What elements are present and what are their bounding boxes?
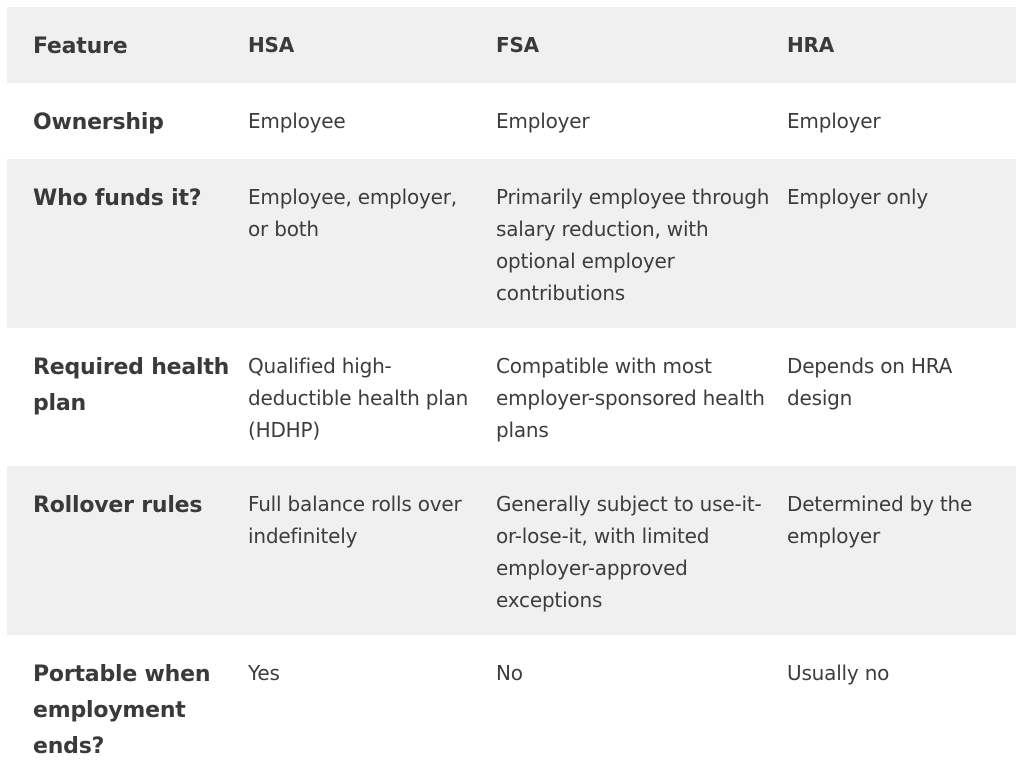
cell-hsa: Qualified high-deductible health plan (HDHP): [248, 354, 469, 442]
row-label: Required health plan: [33, 355, 230, 416]
row-label: Ownership: [33, 110, 164, 135]
table-row-funding: [7, 159, 1016, 328]
cell-hra: Employer only: [787, 185, 929, 209]
cell-hra: Employer: [787, 109, 881, 133]
table-header-row: [7, 7, 1016, 83]
cell-fsa: Generally subject to use-it-or-lose-it, with limited employer-approved exceptions: [496, 492, 762, 612]
cell-fsa: Compatible with most employer-sponsored health plans: [496, 354, 765, 442]
cell-hsa: Full balance rolls over indefinitely: [248, 492, 462, 548]
row-label: Who funds it?: [33, 186, 202, 211]
header-hra: HRA: [787, 33, 835, 57]
header-feature: Feature: [33, 34, 128, 59]
cell-hsa: Employee: [248, 109, 346, 133]
cell-hra: Depends on HRA design: [787, 354, 953, 410]
table-row-rollover: [7, 466, 1016, 635]
cell-fsa: No: [496, 661, 523, 685]
row-label: Portable when employment ends?: [33, 662, 211, 759]
cell-hra: Usually no: [787, 661, 890, 685]
header-hsa: HSA: [248, 33, 295, 57]
table-row-portability: [7, 635, 1016, 765]
row-label: Rollover rules: [33, 493, 203, 518]
header-fsa: FSA: [496, 33, 539, 57]
cell-fsa: Primarily employee through salary reduction, with optional employer contributions: [496, 185, 770, 305]
table-row-health-plan: [7, 328, 1016, 466]
table-row-ownership: [7, 83, 1016, 159]
cell-hsa: Employee, employer, or both: [248, 185, 457, 241]
cell-hsa: Yes: [248, 661, 280, 685]
cell-fsa: Employer: [496, 109, 590, 133]
cell-hra: Determined by the employer: [787, 492, 973, 548]
comparison-table: [7, 7, 1016, 765]
